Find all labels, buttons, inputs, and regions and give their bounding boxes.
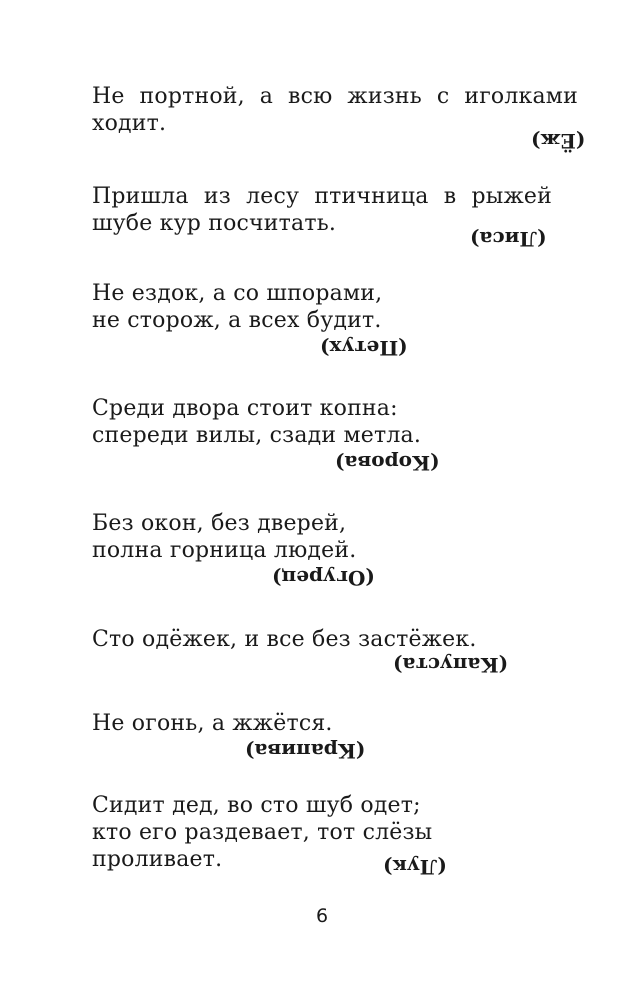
riddle-cucumber [92, 510, 592, 564]
riddle-line: Не огонь, а жжётся. [92, 711, 333, 736]
riddle-answer-upside-down: (Огурец) [272, 566, 375, 590]
riddle-answer-upside-down: (Корова) [335, 451, 440, 475]
riddle-line: Без окон, без дверей, [92, 511, 347, 536]
riddle-line: шубе кур посчитать. [92, 211, 337, 236]
riddle-answer-upside-down: (Петух) [320, 336, 408, 360]
riddle-answer-upside-down: (Ёж) [531, 129, 586, 153]
riddle-line: ходит. [92, 111, 167, 136]
riddle-line: Сто одёжек, и все без застёжек. [92, 627, 477, 652]
riddle-hedgehog [92, 83, 592, 137]
riddle-line: Сидит дед, во сто шуб одет; [92, 793, 421, 818]
riddle-nettle [92, 710, 592, 737]
riddle-answer-upside-down: (Лиса) [470, 227, 547, 251]
riddle-line: кто его раздевает, тот слёзы [92, 820, 433, 845]
riddle-line: проливает. [92, 847, 223, 872]
riddle-cabbage [92, 626, 592, 653]
riddle-line: не сторож, а всех будит. [92, 308, 382, 333]
riddle-line: Не портной, а всю жизнь с иголками [92, 84, 578, 109]
riddle-line: Не ездок, а со шпорами, [92, 281, 383, 306]
riddle-cow [92, 395, 592, 449]
riddle-rooster [92, 280, 592, 334]
riddle-line: спереди вилы, сзади метла. [92, 423, 422, 448]
riddle-answer-upside-down: (Капуста) [393, 653, 509, 677]
riddle-line: полна горница людей. [92, 538, 357, 563]
page-number: 6 [315, 905, 329, 927]
riddle-answer-upside-down: (Лук) [383, 855, 447, 879]
riddle-line: Среди двора стоит копна: [92, 396, 398, 421]
riddle-line: Пришла из лесу птичница в рыжей [92, 184, 552, 209]
riddle-onion [92, 792, 592, 873]
riddle-answer-upside-down: (Крапива) [245, 739, 366, 763]
